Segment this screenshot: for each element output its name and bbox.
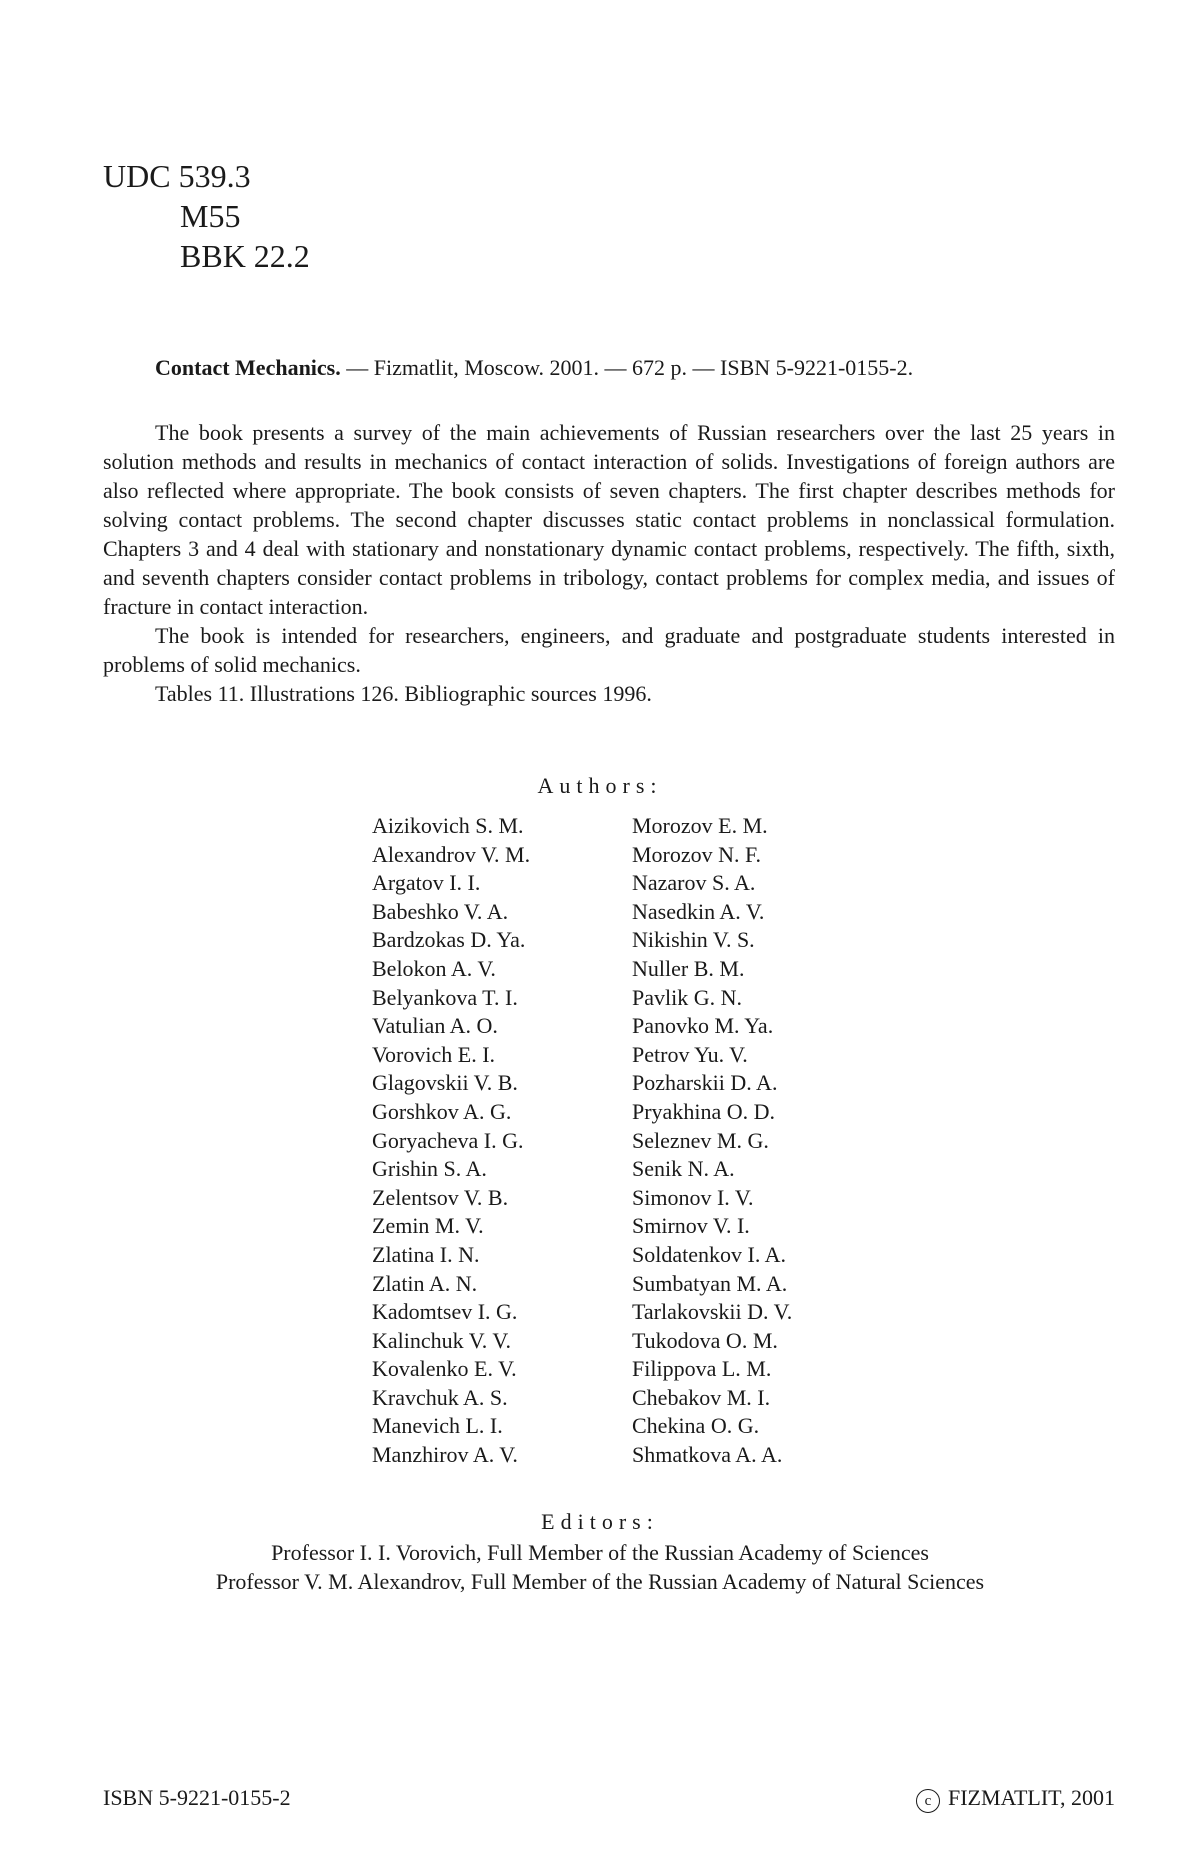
author-name: Panovko M. Ya. — [632, 1013, 774, 1039]
author-name: Petrov Yu. V. — [632, 1041, 748, 1067]
author-name: Kalinchuk V. V. — [372, 1327, 511, 1353]
author-name: Nikishin V. S. — [632, 927, 755, 953]
author-name: Zlatin A. N. — [372, 1270, 478, 1296]
bbk-code: BBK 22.2 — [180, 238, 310, 274]
author-name: Kadomtsev I. G. — [372, 1299, 518, 1325]
author-name: Tarlakovskii D. V. — [632, 1299, 793, 1325]
abstract-paragraph: The book presents a survey of the main achievements of Russian researchers over the last 25 years in solution methods and results in mechanics of contact interaction of solids. Investigations of foreign authors are also reflected where appropriate. The book consists of seven chapters. The first chapter describes methods for solving contact problems. The second chapter discusses static contact problems in nonclassical formulation. Chapters 3 and 4 deal with stationary and nonstationary dynamic contact problems, respectively. The fifth, sixth, and seventh chapters consider contact problems in tribology, contact problems for complex media, and issues of fracture in contact interaction. — [103, 420, 1115, 619]
author-name: Simonov I. V. — [632, 1184, 754, 1210]
publication-details: — Fizmatlit, Moscow. 2001. — 672 p. — ISBN 5-9221-0155-2. — [340, 355, 914, 380]
author-mark: M55 — [180, 198, 241, 234]
author-name: Chebakov M. I. — [632, 1384, 771, 1410]
author-name: Manzhirov A. V. — [372, 1442, 518, 1468]
book-title: Contact Mechanics. — [155, 355, 341, 380]
author-name: Goryacheva I. G. — [372, 1127, 524, 1153]
author-name: Soldatenkov I. A. — [632, 1241, 786, 1267]
author-name: Glagovskii V. B. — [372, 1070, 518, 1096]
editor-line: Professor V. M. Alexandrov, Full Member of the Russian Academy of Natural Sciences — [215, 1569, 985, 1594]
author-name: Nuller B. M. — [632, 955, 745, 981]
author-name: Manevich L. I. — [372, 1413, 503, 1439]
footer-copyright — [916, 1784, 1115, 1813]
authors-list — [372, 812, 892, 1470]
editors-heading: Editors: — [541, 1509, 659, 1534]
author-name: Senik N. A. — [632, 1156, 735, 1182]
author-name: Chekina O. G. — [632, 1413, 760, 1439]
authors-column-left — [372, 812, 632, 1470]
abstract-paragraph: Tables 11. Illustrations 126. Bibliographic sources 1996. — [155, 681, 652, 706]
copyright-icon: c — [916, 1789, 940, 1813]
author-name: Belokon A. V. — [372, 955, 496, 981]
bibliographic-record — [155, 354, 1115, 382]
author-name: Alexandrov V. M. — [372, 841, 531, 867]
author-name: Vatulian A. O. — [372, 1013, 498, 1039]
author-name: Morozov N. F. — [632, 841, 762, 867]
author-name: Nasedkin A. V. — [632, 898, 765, 924]
author-name: Zlatina I. N. — [372, 1241, 480, 1267]
author-name: Sumbatyan M. A. — [632, 1270, 788, 1296]
author-name: Belyankova T. I. — [372, 984, 518, 1010]
udc-code: UDC 539.3 — [103, 158, 251, 194]
author-name: Babeshko V. A. — [372, 898, 509, 924]
author-name: Smirnov V. I. — [632, 1213, 750, 1239]
authors-column-right — [632, 812, 892, 1470]
author-name: Morozov E. M. — [632, 813, 768, 838]
author-name: Kravchuk A. S. — [372, 1384, 508, 1410]
footer-isbn: ISBN 5-9221-0155-2 — [103, 1785, 291, 1810]
author-name: Vorovich E. I. — [372, 1041, 496, 1067]
editor-line: Professor I. I. Vorovich, Full Member of the Russian Academy of Sciences — [271, 1540, 929, 1565]
author-name: Bardzokas D. Ya. — [372, 927, 526, 953]
author-name: Pozharskii D. A. — [632, 1070, 778, 1096]
classification-block — [103, 156, 310, 276]
author-name: Pryakhina O. D. — [632, 1098, 775, 1124]
author-name: Nazarov S. A. — [632, 870, 756, 896]
author-name: Tukodova O. M. — [632, 1327, 778, 1353]
author-name: Gorshkov A. G. — [372, 1098, 512, 1124]
author-name: Zemin M. V. — [372, 1213, 484, 1239]
editors-list — [0, 1538, 1200, 1596]
author-name: Aizikovich S. M. — [372, 813, 524, 838]
author-name: Zelentsov V. B. — [372, 1184, 509, 1210]
abstract-paragraph: The book is intended for researchers, engineers, and graduate and postgraduate students interested in problems of solid mechanics. — [103, 623, 1115, 677]
author-name: Shmatkova A. A. — [632, 1442, 783, 1468]
abstract — [103, 418, 1115, 708]
author-name: Pavlik G. N. — [632, 984, 742, 1010]
author-name: Seleznev M. G. — [632, 1127, 769, 1153]
author-name: Filippova L. M. — [632, 1356, 772, 1382]
copyright-holder: FIZMATLIT, 2001 — [947, 1785, 1115, 1810]
author-name: Grishin S. A. — [372, 1156, 487, 1182]
authors-heading: Authors: — [537, 773, 663, 798]
author-name: Argatov I. I. — [372, 870, 481, 896]
author-name: Kovalenko E. V. — [372, 1356, 517, 1382]
